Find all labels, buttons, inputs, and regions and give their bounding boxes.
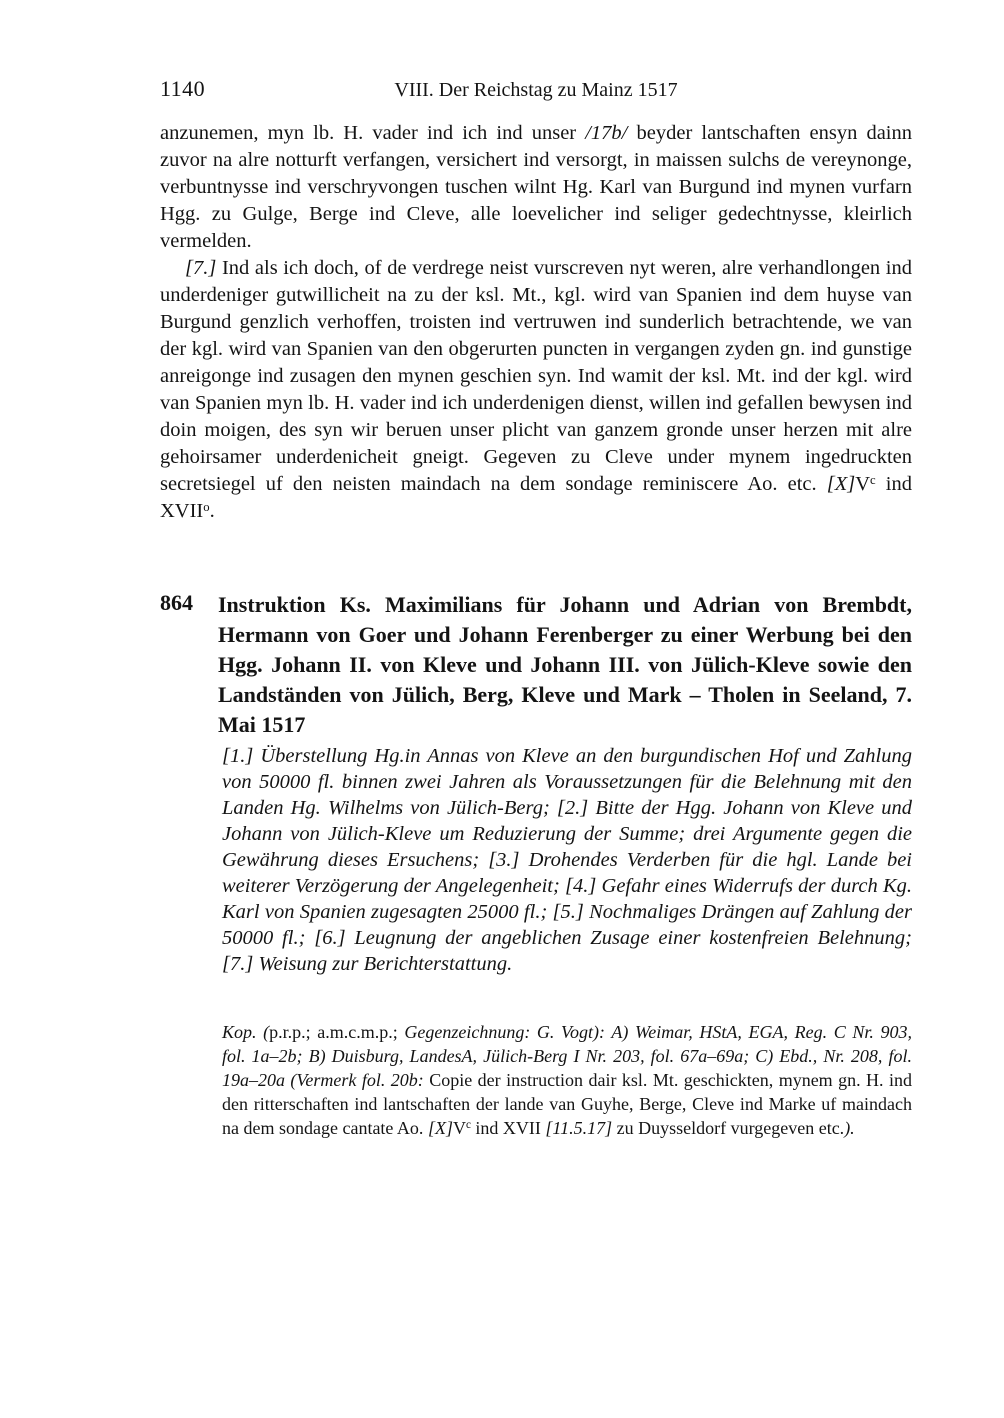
paragraph-continuation: anzunemen, myn lb. H. vader ind ich ind unser /17b/ beyder lantschaften ensyn dainn zuvor na alre notturft verfangen, versichert ind versorgt, in maissen sulchs de vereynonge, verbuntnysse ind verschryvongen tuschen wilnt Hg. Karl van Burgund ind mynen vurfarn Hgg. zu Gulge, Berge ind Cleve, alle loevelicher ind seliger gedechtnysse, kleirlich vermelden.	[160, 122, 912, 252]
page-number: 1140	[160, 76, 206, 101]
entry-summary: [1.] Überstellung Hg.in Annas von Kleve an den burgundischen Hof und Zahlung von 50000 fl. binnen zwei Jahren als Voraussetzungen für die Belehnung mit den Landen Hg. Wilhelms von Jülich-Berg; [2.] Bitte der Hgg. Johann von Kleve und Johann von Jülich-Kleve um Reduzierung der Summe; drei Argumente gegen die Gewährung dieses Ersuchens; [3.] Drohendes Verderben für die hgl. Lande bei weiterer Verzögerung der Angelegenheit; [4.] Gefahr eines Widerrufs der durch Kg. Karl von Spanien zugesagten 25000 fl.; [5.] Nochmaliges Drängen auf Zahlung der 50000 fl.; [6.] Leugnung der angeblichen Zusage einer kostenfreien Belehnung; [7.] Weisung zur Berichterstattung.	[222, 745, 912, 975]
entry-number: 864	[160, 590, 193, 615]
entry-heading: Instruktion Ks. Maximilians für Johann und Adrian von Brembdt, Hermann von Goer und Johann Ferenberger zu einer Werbung bei den Hgg. Johann II. von Kleve und Johann III. von Jülich-Kleve sowie den Landständen von Jülich, Berg, Kleve und Mark – Tholen in Seeland, 7. Mai 1517	[218, 592, 912, 737]
body-text	[160, 120, 912, 525]
running-title: VIII. Der Reichstag zu Mainz 1517	[394, 79, 678, 101]
paragraph-7: [7.] Ind als ich doch, of de verdrege neist vurscreven nyt weren, alre verhandlongen ind underdeniger gutwillicheit na zu der ksl. Mt., kgl. wird van Spanien ind dem huyse van Burgund genzlich verhoffen, troisten ind vertruwen ind sunderlich betrachtende, we van der kgl. wird van Spanien van den obgerurten puncten in vergangen zyden gn. ind gunstige anreigonge ind zusagen den mynen geschien syn. Ind wamit der ksl. Mt. ind der kgl. wird van Spanien myn lb. H. vader ind ich underdenigen dienst, willen ind gefallen bewysen ind doin moigen, des syn wir beruen unser plicht van ganzem gronde unser herzen mit alre gehoirsamer underdenicheit gneigt. Gegeven zu Cleve under mynem ingedruckten secretsiegel uf den neisten maindach na dem sondage reminiscere Ao. etc. $[X]V^c$ ind XVII$^o$.	[160, 257, 912, 522]
entry-source-note: Kop. (p.r.p.; a.m.c.m.p.; Gegenzeichnung: G. Vogt): A) Weimar, HStA, EGA, Reg. C Nr. 903, fol. 1a–2b; B) Duisburg, LandesA, Jülich-Berg I Nr. 203, fol. 67a–69a; C) Ebd., Nr. 208, fol. 19a–20a (Vermerk fol. 20b: Copie der instruction dair ksl. Mt. geschickten, mynem gn. H. ind den ritterschaften ind lantschaften der lande van Guyhe, Berge, Cleve ind Marke uf maindach na dem sondage cantate Ao. $[X]V^c$ ind XVII [11.5.17] zu Duysseldorf vurgegeven etc.).	[222, 1022, 913, 1138]
